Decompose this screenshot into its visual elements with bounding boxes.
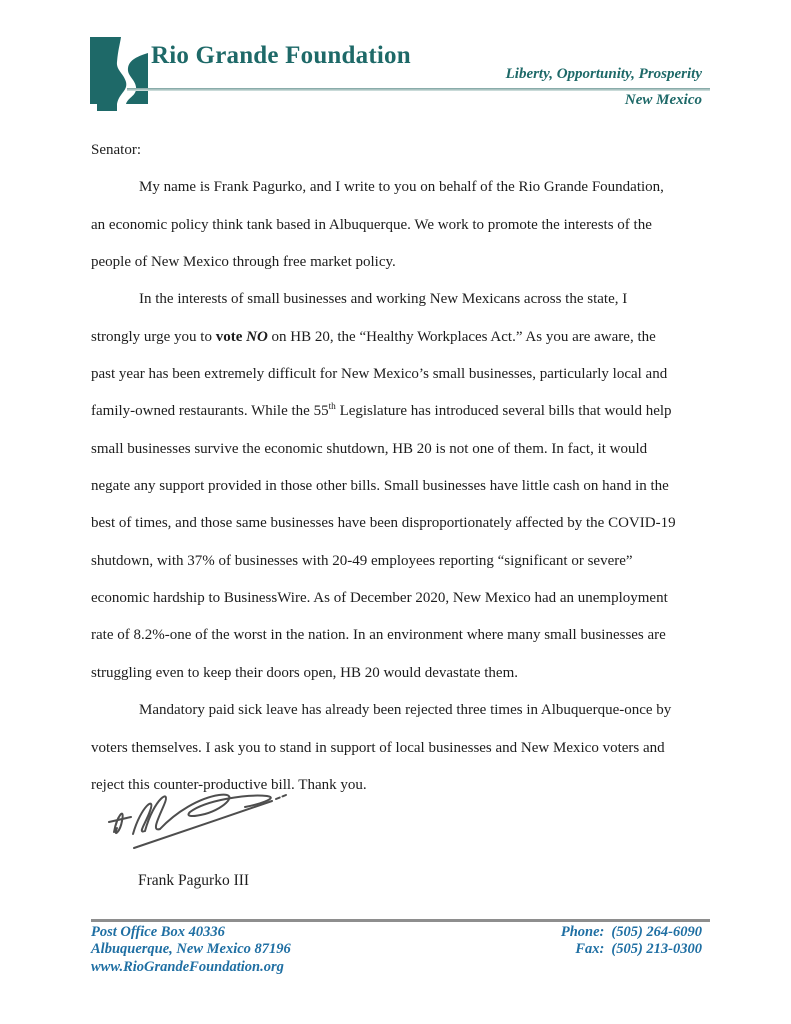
letter-line: past year has been extremely difficult for New Mexico’s small businesses, particularly local and: [91, 366, 668, 383]
letter-line: rate of 8.2%-one of the worst in the nation. In an environment where many small businesses are: [91, 627, 666, 644]
letter-line: people of New Mexico through free market policy.: [91, 254, 396, 271]
region-label: New Mexico: [624, 92, 702, 108]
footer-website: www.RioGrandeFoundation.org: [91, 958, 284, 975]
footer-divider: [91, 919, 710, 922]
org-name: Rio Grande Foundation: [151, 42, 411, 69]
letter-line: Mandatory paid sick leave has already been rejected three times in Albuquerque-once by: [139, 702, 672, 719]
rio-grande-river-logo-icon: [90, 37, 148, 115]
fax-label: Fax:: [575, 941, 605, 958]
tagline: Liberty, Opportunity, Prosperity: [505, 66, 702, 82]
letter-line: economic hardship to BusinessWire. As of December 2020, New Mexico had an unemployment: [91, 590, 668, 607]
footer-po-box: Post Office Box 40336: [91, 924, 225, 940]
letter-line: reject this counter-productive bill. Thank you.: [91, 776, 367, 793]
handwritten-signature-icon: [104, 786, 314, 858]
phone-label: Phone:: [560, 924, 605, 940]
footer-phone-line: [561, 924, 702, 941]
footer-fax-line: [561, 941, 702, 958]
letter-line: shutdown, with 37% of businesses with 20-49 employees reporting “significant or severe”: [91, 552, 633, 569]
letter-line: an economic policy think tank based in Albuquerque. We work to promote the interests of the: [91, 216, 652, 233]
signer-name: Frank Pagurko III: [138, 872, 250, 889]
footer-contact: [561, 924, 702, 959]
phone-value: (505) 264-6090: [611, 924, 702, 940]
letter-line: My name is Frank Pagurko, and I write to you on behalf of the Rio Grande Foundation,: [139, 179, 664, 196]
fax-value: (505) 213-0300: [611, 941, 702, 958]
footer-address: [91, 924, 291, 976]
letter-line: best of times, and those same businesses have been disproportionately affected by the COVID-19: [91, 515, 676, 532]
letter-line: In the interests of small businesses and working New Mexicans across the state, I: [139, 291, 628, 308]
letter-line: struggling even to keep their doors open, HB 20 would devastate them.: [91, 664, 518, 681]
header-divider: [127, 88, 710, 91]
letter-line: Senator:: [91, 142, 141, 158]
letter-line: voters themselves. I ask you to stand in support of local businesses and New Mexico voters and: [91, 739, 665, 756]
letter-line: negate any support provided in those other bills. Small businesses have little cash on hand in the: [91, 478, 669, 495]
footer-city-state-zip: Albuquerque, New Mexico 87196: [91, 941, 291, 958]
letter-line: small businesses survive the economic shutdown, HB 20 is not one of them. In fact, it would: [91, 440, 648, 457]
letter-line: strongly urge you to vote NO on HB 20, the “Healthy Workplaces Act.” As you are aware, the: [91, 328, 656, 345]
letter-line: family-owned restaurants. While the 55th Legislature has introduced several bills that would help: [91, 402, 672, 420]
letter-body: [91, 132, 731, 804]
